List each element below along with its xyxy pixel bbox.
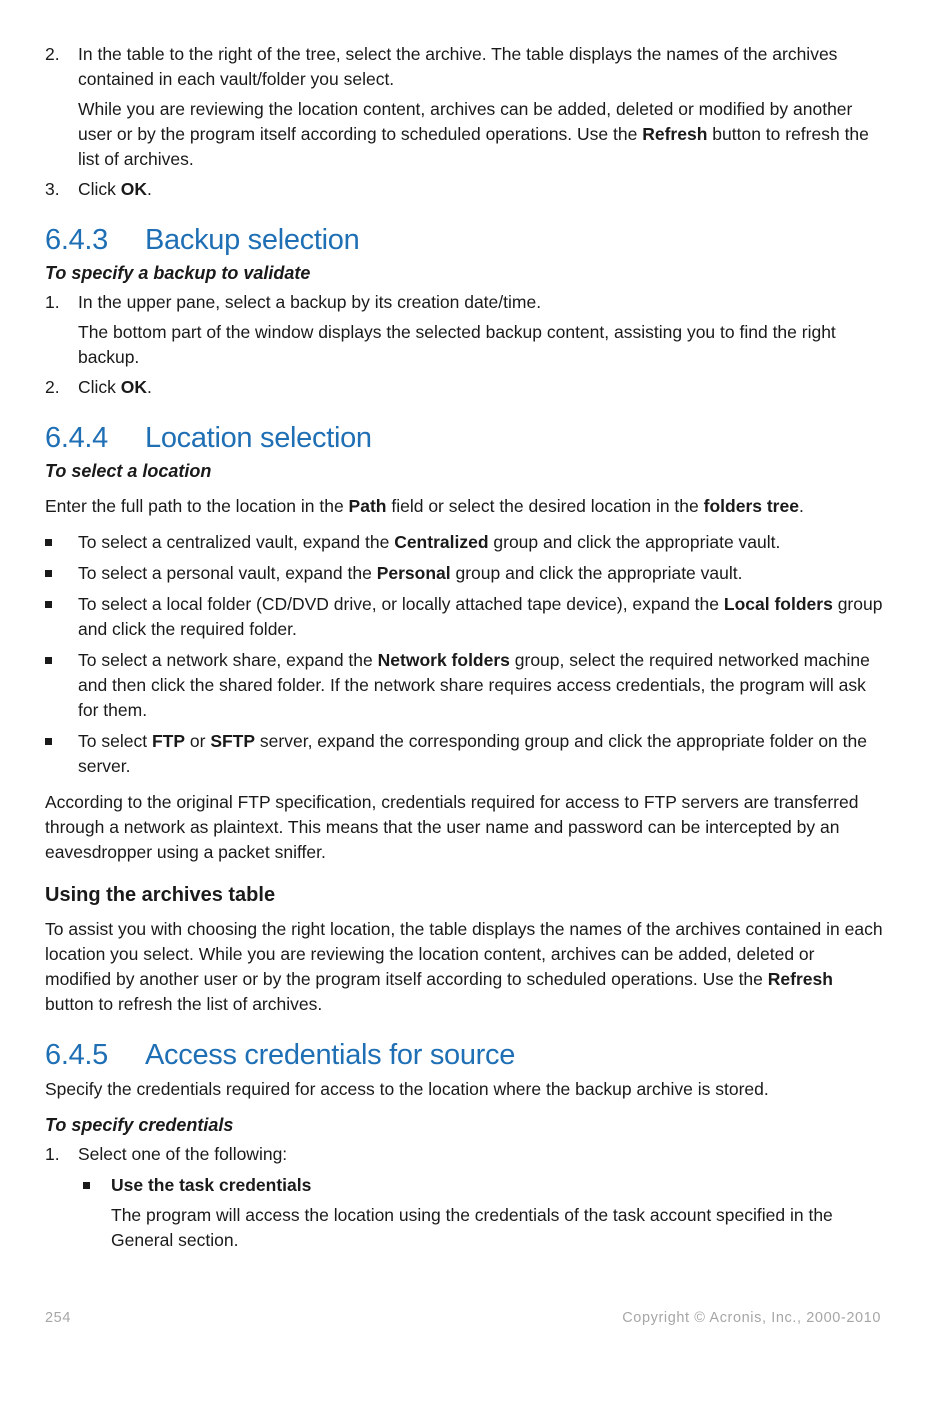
bullet-centralized	[45, 530, 885, 555]
sub-heading-archives-table: Using the archives table	[45, 884, 276, 906]
bullet-text: To select a network share, expand the	[78, 650, 373, 670]
credentials-step-1	[45, 1142, 885, 1167]
intro-step-3	[45, 177, 885, 202]
procedure-heading: To specify credentials	[45, 1115, 234, 1135]
option-label: Use the task credentials	[111, 1175, 312, 1195]
step-text: .	[147, 179, 152, 199]
step-text: Click	[78, 179, 116, 199]
step-text: Select one of the following:	[78, 1144, 288, 1164]
paragraph-text: button to refresh the list of archives.	[45, 994, 323, 1014]
square-bullet-icon	[45, 601, 52, 608]
bullet-text: or	[189, 731, 206, 751]
step-number: 1.	[45, 1144, 60, 1164]
page-number: 254	[45, 1310, 71, 1326]
step-text: In the upper pane, select a backup by its creation date/time.	[78, 292, 542, 312]
procedure-heading: To select a location	[45, 461, 212, 481]
bullet-text: group and click the appropriate vault.	[493, 532, 781, 552]
centralized-term: Centralized	[394, 532, 489, 552]
procedure-heading: To specify a backup to validate	[45, 263, 311, 283]
square-bullet-icon	[45, 657, 52, 664]
section-number: 6.4.3	[45, 224, 108, 256]
note-text: button to refresh the list of archives.	[78, 124, 869, 169]
section-number: 6.4.4	[45, 422, 108, 454]
step-text: In the table to the right of the tree, select the archive. The table displays the names of the archives contained in each vault/folder you select.	[78, 44, 838, 89]
folders-tree-term: folders tree	[703, 496, 799, 516]
section-heading-6-4-4	[45, 420, 885, 456]
bullet-text: To select a personal vault, expand the	[78, 563, 372, 583]
bullet-local-folders	[45, 592, 885, 642]
step-number: 3.	[45, 179, 60, 199]
bullet-personal	[45, 561, 885, 586]
personal-term: Personal	[376, 563, 451, 583]
ok-term: OK	[120, 377, 148, 397]
step-number: 2.	[45, 44, 60, 64]
step-text: .	[147, 377, 152, 397]
section-title: Backup selection	[145, 224, 360, 256]
bullet-text: group, select the required networked machine and then click the shared folder. If the network share requires access credentials, the program will ask for them.	[78, 650, 870, 720]
intro-text: .	[798, 496, 804, 516]
network-folders-term: Network folders	[377, 650, 510, 670]
bullet-text: To select	[78, 731, 148, 751]
backup-step-1-note: The bottom part of the window displays the selected backup content, assisting you to find the right backup.	[78, 322, 836, 367]
credentials-intro: Specify the credentials required for access to the location where the backup archive is stored.	[45, 1079, 769, 1099]
square-bullet-icon	[45, 539, 52, 546]
section-heading-6-4-5	[45, 1037, 885, 1073]
section-number: 6.4.5	[45, 1039, 108, 1071]
step-text: Click	[78, 377, 116, 397]
location-intro	[45, 494, 885, 519]
section-title: Location selection	[145, 422, 372, 454]
section-title: Access credentials for source	[145, 1039, 516, 1071]
option-task-credentials-note: The program will access the location using the credentials of the task account specified in the General section.	[111, 1205, 833, 1250]
archives-table-text	[45, 917, 885, 1017]
ftp-security-note: According to the original FTP specification, credentials required for access to FTP servers are transferred through a network as plaintext. This means that the user name and password can be intercepted by an eavesdropper using a packet sniffer.	[45, 792, 859, 862]
square-bullet-icon	[83, 1182, 90, 1189]
intro-text: Enter the full path to the location in the	[45, 496, 344, 516]
bullet-text: To select a local folder (CD/DVD drive, or locally attached tape device), expand the	[78, 594, 720, 614]
paragraph-text: To assist you with choosing the right location, the table displays the names of the archives contained in each location you select. While you are reviewing the location content, archives can be added, deleted or modified by another user or by the program itself according to scheduled operations. Use the	[45, 919, 883, 989]
step-number: 1.	[45, 292, 60, 312]
bullet-text: server, expand the corresponding group and click the appropriate folder on the server.	[78, 731, 867, 776]
square-bullet-icon	[45, 570, 52, 577]
sftp-term: SFTP	[210, 731, 256, 751]
bullet-network-folders	[45, 648, 885, 723]
refresh-term: Refresh	[767, 969, 833, 989]
note-text: While you are reviewing the location content, archives can be added, deleted or modified by another user or by the program itself according to scheduled operations. Use the	[78, 99, 853, 144]
intro-step-2	[45, 42, 885, 92]
path-term: Path	[348, 496, 387, 516]
square-bullet-icon	[45, 738, 52, 745]
refresh-term: Refresh	[642, 124, 708, 144]
local-folders-term: Local folders	[723, 594, 833, 614]
ftp-term: FTP	[151, 731, 185, 751]
bullet-text: To select a centralized vault, expand the	[78, 532, 390, 552]
section-heading-6-4-3	[45, 222, 885, 258]
page-footer	[45, 1310, 881, 1326]
backup-step-2	[45, 375, 885, 400]
document-page	[45, 42, 885, 1253]
copyright-notice: Copyright © Acronis, Inc., 2000-2010	[622, 1310, 881, 1326]
bullet-text: group and click the appropriate vault.	[455, 563, 743, 583]
backup-step-1	[45, 290, 885, 315]
bullet-text: group and click the required folder.	[78, 594, 883, 639]
bullet-ftp-sftp	[45, 729, 885, 779]
ok-term: OK	[120, 179, 148, 199]
option-task-credentials	[45, 1173, 885, 1198]
intro-text: field or select the desired location in the	[391, 496, 699, 516]
intro-step-2-note	[45, 97, 885, 172]
step-number: 2.	[45, 377, 60, 397]
